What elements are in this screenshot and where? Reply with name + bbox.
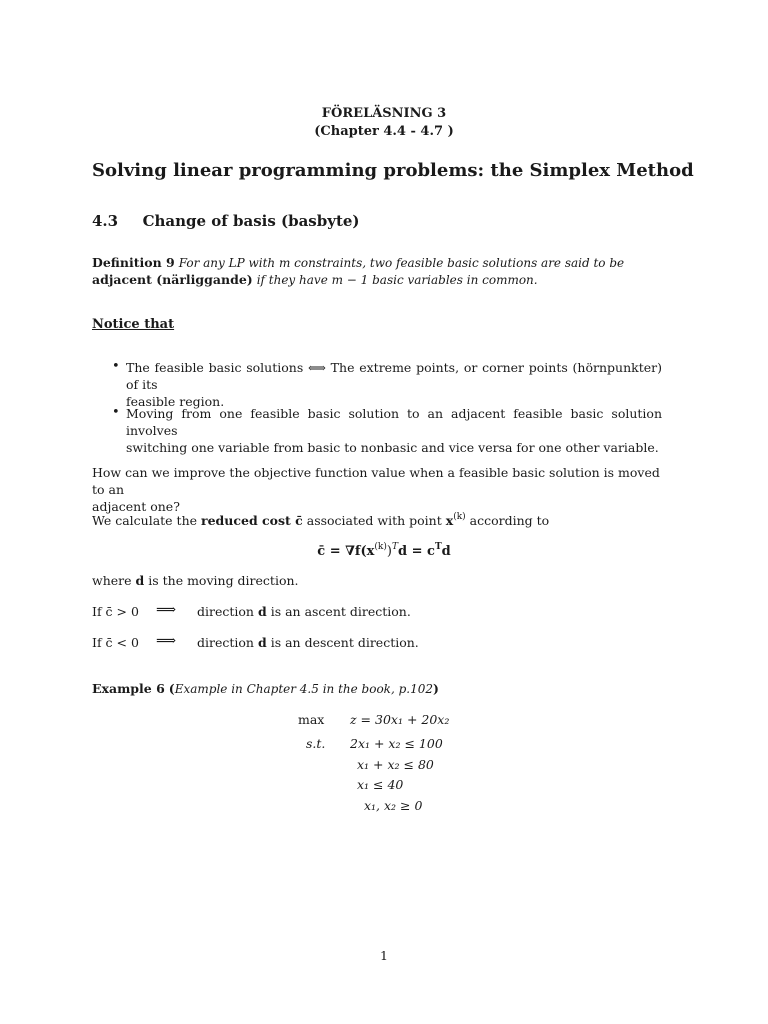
bullet-1-line-2: feasible region.: [126, 394, 225, 409]
case-ascent: [92, 604, 139, 619]
lp-constraint-3: x₁ ≤ 40: [357, 777, 404, 792]
implies-arrow-icon: ⟹: [156, 633, 177, 649]
question-paragraph: [92, 464, 662, 515]
lecture-heading: FÖRELÄSNING 3: [321, 106, 447, 121]
definition-line-2: [92, 272, 538, 287]
point-symbol: x: [445, 513, 454, 528]
definition-term: adjacent (närliggande): [92, 272, 253, 287]
equation-d1: d: [397, 544, 408, 559]
page-title: Solving linear programming problems: the Simplex Method: [92, 160, 694, 181]
equation-lhs: c̄ = ∇f(x: [317, 544, 375, 559]
lp-nonnegativity: x₁, x₂ ≥ 0: [364, 798, 423, 813]
bullet-item-1: [126, 359, 662, 410]
case-text-pre: direction: [197, 604, 254, 619]
definition-line-1: [92, 255, 624, 270]
section-title: Change of basis (basbyte): [142, 212, 360, 230]
bullet-2-line-2: switching one variable from basic to nonbasic and vice versa for one other variable.: [126, 440, 659, 455]
equation-d2: d: [441, 544, 451, 559]
case-text-post: is an descent direction.: [270, 635, 419, 650]
notice-heading: Notice that: [92, 317, 175, 332]
example-close-paren: ): [432, 681, 439, 696]
bullet-1-line-1: The feasible basic solutions ⟺ The extreme points, or corner points (hörnpunkter) of its: [126, 360, 662, 392]
reduced-cost-prefix: We calculate the: [92, 513, 198, 528]
lp-max-label: max: [298, 712, 325, 727]
direction-note-d: d: [135, 573, 145, 588]
lp-constraint-2: x₁ + x₂ ≤ 80: [357, 757, 434, 772]
definition-text-2: if they have m − 1 basic variables in common.: [256, 273, 538, 287]
equation-sup-k: (k): [374, 542, 387, 552]
equation-paren: ): [386, 544, 392, 559]
case-condition: If c̄ > 0: [92, 604, 139, 619]
case-text-pre: direction: [197, 635, 254, 650]
bullet-2-line-1: Moving from one feasible basic solution to an adjacent feasible basic solution involves: [126, 406, 662, 438]
reduced-cost-term: reduced cost c̄: [201, 513, 303, 528]
example-heading: [92, 681, 439, 696]
implies-arrow-icon: ⟹: [156, 602, 177, 618]
lp-objective: z = 30x₁ + 20x₂: [350, 712, 450, 727]
case-text-post: is an ascent direction.: [270, 604, 411, 619]
case-d: d: [257, 604, 267, 619]
case-descent: [92, 635, 139, 650]
page-number: 1: [380, 948, 388, 963]
point-superscript: (k): [453, 512, 466, 522]
direction-note-prefix: where: [92, 573, 132, 588]
question-line-1: How can we improve the objective function value when a feasible basic solution is moved to an: [92, 465, 660, 497]
bullet-icon: •: [112, 359, 120, 374]
lp-st-label: s.t.: [306, 736, 326, 751]
definition-text-1: For any LP with m constraints, two feasible basic solutions are said to be: [178, 256, 625, 270]
section-number: 4.3: [92, 212, 119, 230]
case-ascent-text: [197, 604, 411, 619]
reduced-cost-suffix: according to: [469, 513, 550, 528]
reduced-cost-middle: associated with point: [306, 513, 442, 528]
definition-label: Definition 9: [92, 255, 175, 270]
case-condition: If c̄ < 0: [92, 635, 139, 650]
reduced-cost-equation: [0, 542, 768, 559]
section-heading: [92, 212, 360, 230]
equation-sup-t2: T: [434, 542, 442, 552]
bullet-item-2: [126, 405, 662, 456]
direction-note: [92, 573, 299, 588]
example-open-paren: (: [168, 681, 175, 696]
lp-constraint-1: 2x₁ + x₂ ≤ 100: [350, 736, 443, 751]
reduced-cost-sentence: [92, 512, 549, 528]
equation-sup-t: T: [391, 542, 398, 552]
bullet-icon: •: [112, 405, 120, 420]
question-line-2: adjacent one?: [92, 499, 180, 514]
example-reference: Example in Chapter 4.5 in the book, p.102: [174, 682, 433, 696]
case-d: d: [257, 635, 267, 650]
chapter-range: (Chapter 4.4 - 4.7 ): [314, 124, 454, 139]
direction-note-suffix: is the moving direction.: [148, 573, 299, 588]
equation-eq: = c: [407, 544, 435, 559]
example-label: Example 6: [92, 681, 165, 696]
case-descent-text: [197, 635, 419, 650]
